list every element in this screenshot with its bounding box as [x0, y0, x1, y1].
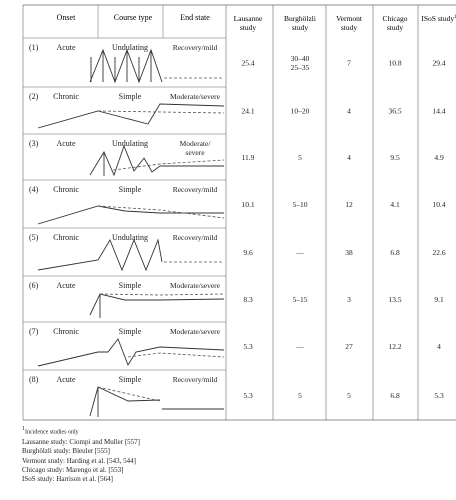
- chicago-value: 6.8: [390, 391, 400, 400]
- onset-label: Acute: [56, 281, 76, 290]
- table-row: [29, 233, 446, 270]
- end-state-label: severe: [185, 148, 205, 157]
- table-row: [29, 139, 444, 176]
- course-graph: [90, 50, 224, 82]
- footnote-source-vermont: Vermont study: Harding et al. [543, 544]: [22, 456, 136, 465]
- course-type-label: Simple: [118, 92, 142, 101]
- vermont-value: 4: [347, 106, 351, 116]
- burgholzli-value: 30–40: [290, 54, 310, 63]
- course-graph: [90, 387, 224, 417]
- chicago-value: 6.8: [390, 248, 400, 257]
- lausanne-value: 25.4: [241, 58, 255, 68]
- vermont-value: 5: [347, 391, 351, 400]
- burgholzli-value: —: [296, 342, 304, 351]
- header-chicago-l2: study: [386, 23, 404, 32]
- header-lausanne-l2: study: [239, 23, 257, 32]
- chicago-value: 10.8: [388, 58, 402, 68]
- table-row: [29, 375, 444, 417]
- course-graph: [38, 206, 224, 224]
- isos-value: 29.4: [432, 58, 446, 68]
- table-row: [29, 281, 444, 318]
- table-row: [29, 185, 446, 224]
- onset-label: Acute: [56, 43, 76, 52]
- header-chicago-l1: Chicago: [382, 14, 408, 23]
- course-dashed-line: [98, 387, 160, 401]
- vermont-value: 12: [345, 200, 353, 209]
- chicago-value: 9.5: [390, 153, 400, 162]
- footnotes: [22, 425, 140, 485]
- vermont-value: 4: [347, 153, 351, 162]
- header-isos-footnote-mark: 1: [454, 15, 456, 20]
- isos-value: 10.4: [432, 200, 446, 209]
- row-number: (4): [29, 185, 39, 194]
- header-lausanne-l1: Lausanne: [233, 14, 263, 23]
- course-dashed-line: [100, 294, 224, 295]
- onset-label: Acute: [56, 375, 76, 384]
- table-rows: [29, 43, 446, 417]
- row-number: (8): [29, 375, 39, 384]
- course-dashed-line: [128, 353, 224, 357]
- end-state-label: Moderate/: [179, 139, 211, 148]
- header-burgholzli-l1: Burghölzli: [284, 14, 316, 23]
- end-state-label: Moderate/severe: [170, 92, 220, 101]
- header-onset: Onset: [56, 13, 76, 22]
- end-state-label: Recovery/mild: [172, 233, 218, 242]
- course-type-label: Undulating: [112, 139, 148, 148]
- onset-label: Acute: [56, 139, 76, 148]
- course-dashed-line: [98, 206, 224, 218]
- isos-value: 4: [437, 342, 441, 351]
- lausanne-value: 10.1: [241, 200, 255, 209]
- onset-label: Chronic: [53, 233, 79, 242]
- course-line: [38, 104, 224, 128]
- end-state-label: Recovery/mild: [172, 375, 218, 384]
- burgholzli-value: —: [296, 248, 304, 257]
- lausanne-value: 9.6: [243, 248, 253, 257]
- course-line: [90, 387, 160, 416]
- isos-value: 5.3: [434, 391, 444, 400]
- course-line: [38, 339, 224, 366]
- isos-value: 22.6: [432, 248, 446, 257]
- course-graph: [38, 104, 224, 128]
- row-number: (6): [29, 281, 39, 290]
- lausanne-value: 8.3: [243, 295, 253, 304]
- footnote-incidence: [22, 425, 140, 438]
- chicago-value: 13.5: [388, 295, 402, 304]
- course-line: [90, 146, 160, 175]
- row-number: (3): [29, 139, 39, 148]
- burgholzli-value: 25–35: [290, 63, 310, 72]
- lausanne-value: 5.3: [243, 391, 253, 400]
- chicago-value: 4.1: [390, 200, 400, 209]
- footnote-mark: 1: [22, 426, 25, 432]
- chicago-value: 36.5: [388, 106, 402, 116]
- course-line: [38, 240, 162, 270]
- table-row: [29, 327, 441, 366]
- course-type-label: Undulating: [112, 43, 148, 52]
- course-graph: [38, 240, 224, 270]
- header-vermont-l1: Vermont: [336, 14, 362, 23]
- end-state-label: Moderate/severe: [170, 327, 220, 336]
- footnote-source-chicago: Chicago study: Marengo et al. [553]: [22, 465, 124, 474]
- end-state-label: Recovery/mild: [172, 185, 218, 194]
- end-state-label: Recovery/mild: [172, 43, 218, 52]
- onset-label: Chronic: [53, 92, 79, 101]
- burgholzli-value: 5: [298, 391, 302, 400]
- onset-label: Chronic: [53, 185, 79, 194]
- header-vermont-l2: study: [340, 23, 358, 32]
- header-isos: ISoS study$^1$: [421, 14, 456, 23]
- isos-value: 14.4: [432, 106, 446, 116]
- header-course-type: Course type: [113, 13, 153, 22]
- table-header: [57, 13, 456, 32]
- course-type-label: Simple: [118, 185, 142, 194]
- course-line: [90, 294, 224, 315]
- isos-value: 9.1: [434, 295, 444, 304]
- course-dashed-line: [113, 160, 224, 170]
- header-end-state: End state: [180, 13, 210, 22]
- table-row: [29, 43, 446, 82]
- footnote-source-burgholzli: Burghölzli study: Bleuler [555]: [22, 447, 110, 456]
- vermont-value: 7: [347, 58, 351, 68]
- burgholzli-value: 10–20: [290, 106, 310, 116]
- course-dashed-line: [98, 111, 224, 113]
- course-line: [38, 206, 224, 224]
- burgholzli-value: 5–15: [292, 295, 308, 304]
- row-number: (1): [29, 43, 39, 52]
- course-type-label: Undulating: [112, 233, 148, 242]
- vermont-value: 27: [345, 342, 353, 351]
- table-row: [29, 92, 446, 128]
- lausanne-value: 11.9: [241, 153, 255, 162]
- row-number: (7): [29, 327, 39, 336]
- end-state-label: Moderate/severe: [170, 281, 220, 290]
- footnote-source-lausanne: Lausanne study: Ciompi and Muller [557]: [22, 437, 141, 446]
- course-type-label: Simple: [118, 327, 142, 336]
- course-type-label: Simple: [118, 375, 142, 384]
- burgholzli-value: 5: [298, 153, 302, 162]
- header-burgholzli-l2: study: [291, 23, 309, 32]
- course-graph: [38, 339, 224, 366]
- footnote-source-isos: ISoS study: Harrison et al. [564]: [22, 475, 113, 484]
- row-number: (2): [29, 92, 39, 101]
- lausanne-value: 24.1: [241, 106, 255, 116]
- vermont-value: 3: [347, 295, 351, 304]
- course-type-label: Simple: [118, 281, 142, 290]
- onset-label: Chronic: [53, 327, 79, 336]
- chicago-value: 12.2: [388, 342, 402, 351]
- row-number: (5): [29, 233, 39, 242]
- footnote-incidence-text: Incidence studies only: [25, 429, 79, 436]
- isos-value: 4.9: [434, 153, 444, 162]
- lausanne-value: 5.3: [243, 342, 253, 351]
- burgholzli-value: 5–10: [292, 200, 308, 209]
- vermont-value: 38: [345, 248, 353, 257]
- course-graph: [90, 294, 224, 318]
